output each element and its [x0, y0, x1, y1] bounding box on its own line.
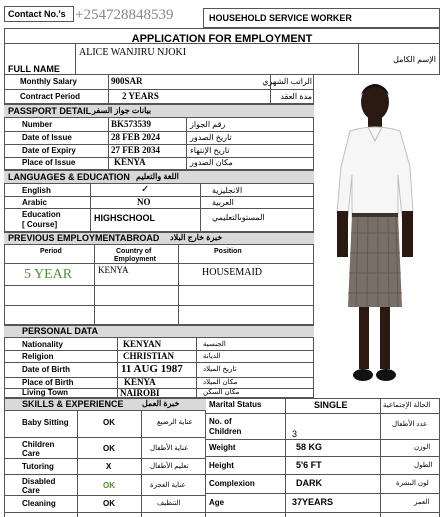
- salary-label-ar: الراتب الشهري: [262, 77, 312, 86]
- pob-label: Place of Birth: [22, 378, 74, 387]
- passport-section-label-ar: بيانات جواز السفر: [92, 106, 152, 115]
- passport-number-value: BK573539: [111, 119, 152, 129]
- skill-baby-sitting-value: OK: [103, 418, 115, 427]
- marital-status-label-ar: الحالة الإجتماعية: [383, 402, 431, 409]
- living-town-value: NAIROBI: [120, 388, 160, 398]
- full-name-value: ALICE WANJIRU NJOKI: [79, 47, 187, 58]
- pob-label-ar: مكان الميلاد: [203, 379, 238, 386]
- skill-baby-sitting-label: Baby Sitting: [22, 418, 69, 427]
- dob-label-ar: تاريخ الميلاد: [203, 366, 237, 373]
- skill-cleaning-value: OK: [103, 499, 115, 508]
- salary-value: 900SAR: [111, 76, 143, 86]
- issue-date-value: 28 FEB 2024: [111, 132, 161, 142]
- title-bar: [4, 28, 440, 44]
- skill-tutoring-value: X: [106, 462, 112, 471]
- passport-section-label: PASSPORT DETAIL: [8, 106, 92, 116]
- full-name-label: FULL NAME: [8, 64, 60, 74]
- english-label-ar: الانجليزية: [212, 186, 243, 195]
- col-position-header: Position: [214, 248, 242, 255]
- languages-section-label-ar: اللغة والتعليم: [136, 172, 179, 181]
- height-label-ar: الطول: [414, 462, 433, 469]
- previous-section-label-ar: خبرة خارج البلاد: [170, 233, 223, 242]
- children-count-label: No. of: [209, 417, 232, 426]
- skill-tutoring-label-ar: تعليم الأطفال: [150, 463, 189, 470]
- skill-cleaning-label-ar: التنظيف: [157, 500, 181, 507]
- arabic-label: Arabic: [22, 198, 47, 207]
- skill-tutoring-label: Tutoring: [22, 462, 54, 471]
- dob-value: 11 AUG 1987: [121, 363, 183, 375]
- issue-place-label: Place of Issue: [22, 158, 76, 167]
- education-label-course: [ Course]: [22, 220, 58, 229]
- weight-value: 58 KG: [296, 442, 323, 452]
- pob-value: KENYA: [124, 377, 156, 387]
- skill-disabled-care-label: Disabled: [22, 477, 56, 486]
- previous-country-value: KENYA: [98, 265, 129, 275]
- marital-status-label: Marital Status: [209, 400, 262, 409]
- salary-label: Monthly Salary: [20, 77, 77, 86]
- contract-label: Contract Period: [20, 92, 81, 101]
- col-country-header-2: Employment: [114, 256, 157, 263]
- living-town-label-ar: مكان السكن: [203, 389, 240, 396]
- col-country-header: Country of: [116, 248, 152, 255]
- skill-baby-sitting-label-ar: عناية الرضيع: [157, 419, 193, 426]
- issue-place-label-ar: مكان الصدور: [190, 158, 233, 167]
- living-town-label: Living Town: [22, 388, 69, 397]
- issue-place-value: KENYA: [114, 157, 146, 167]
- education-label-ar: المستوىالتعليمي: [212, 213, 265, 222]
- applicant-photo: [314, 75, 440, 398]
- passport-number-label: Number: [22, 120, 53, 129]
- expiry-date-label: Date of Expiry: [22, 146, 76, 155]
- children-count-label-2: Children: [209, 427, 242, 436]
- english-label: English: [22, 186, 51, 195]
- arabic-value: NO: [137, 197, 151, 207]
- marital-status-value: SINGLE: [314, 400, 348, 410]
- education-value: HIGHSCHOOL: [94, 213, 156, 223]
- contact-label: Contact No.'s: [8, 9, 66, 19]
- expiry-date-value: 27 FEB 2034: [111, 145, 161, 155]
- height-label: Height: [209, 461, 234, 470]
- contract-value: 2 YEARS: [122, 91, 159, 101]
- col-period-header: Period: [40, 248, 62, 255]
- skill-children-care-label-2: Care: [22, 449, 40, 458]
- expiry-date-label-ar: تاريخ الإنتهاء: [190, 146, 230, 155]
- phone-number: +254728848539: [75, 7, 174, 23]
- previous-period-value: 5 YEAR: [24, 267, 73, 282]
- complexion-label: Complexion: [209, 479, 255, 488]
- age-label: Age: [209, 498, 225, 507]
- contact-label-box: [4, 6, 74, 22]
- age-value: 37YEARS: [292, 497, 334, 507]
- height-value: 5'6 FT: [296, 460, 322, 470]
- page-title: APPLICATION FOR EMPLOYMENT: [131, 33, 313, 45]
- skills-section-label-ar: خبرة العمل: [142, 399, 180, 408]
- complexion-label-ar: لون البشرة: [396, 480, 429, 487]
- children-count-label-ar: عدد الأطفال: [392, 421, 428, 428]
- full-name-label-ar: الإسم الكامل: [393, 55, 436, 64]
- skill-disabled-care-label-ar: عناية العجزة: [150, 482, 186, 489]
- skill-children-care-label: Children: [22, 440, 55, 449]
- category-label: HOUSEHOLD SERVICE WORKER: [209, 13, 352, 23]
- nationality-label: Nationality: [22, 340, 63, 349]
- issue-date-label-ar: تاريخ الصدور: [190, 133, 232, 142]
- passport-number-label-ar: رقم الجواز: [190, 120, 226, 129]
- english-value: ✓: [141, 184, 150, 195]
- arabic-label-ar: العربية: [212, 198, 234, 207]
- skills-section-label: SKILLS & EXPERIENCE: [22, 399, 124, 409]
- skill-children-care-value: OK: [103, 444, 115, 453]
- education-label: Education: [22, 210, 61, 219]
- religion-value: CHRISTIAN: [123, 351, 175, 361]
- previous-position-value: HOUSEMAID: [202, 267, 262, 278]
- children-count-value: 3: [292, 429, 298, 439]
- category-box: [203, 8, 440, 28]
- name-row: [4, 44, 440, 75]
- previous-section-label: PREVIOUS EMPLOYMENTABROAD: [8, 233, 160, 243]
- issue-date-label: Date of Issue: [22, 133, 72, 142]
- complexion-value: DARK: [296, 478, 322, 488]
- weight-label: Weight: [209, 443, 236, 452]
- skill-disabled-care-value: OK: [103, 481, 115, 490]
- religion-label-ar: الديانة: [203, 353, 221, 360]
- personal-section-label: PERSONAL DATA: [22, 326, 99, 336]
- languages-section-label: LANGUAGES & EDUCATION: [8, 172, 130, 182]
- dob-label: Date of Birth: [22, 365, 70, 374]
- age-label-ar: العمر: [414, 499, 430, 506]
- religion-label: Religion: [22, 352, 54, 361]
- skill-children-care-label-ar: عناية الأطفال: [150, 445, 189, 452]
- weight-label-ar: الوزن: [414, 444, 431, 451]
- nationality-label-ar: الجنسية: [203, 341, 226, 348]
- skill-disabled-care-label-2: Care: [22, 486, 40, 495]
- skill-cleaning-label: Cleaning: [22, 499, 56, 508]
- contract-label-ar: مدة العقد: [280, 92, 312, 101]
- nationality-value: KENYAN: [123, 339, 162, 349]
- person-figure-icon: [314, 75, 440, 398]
